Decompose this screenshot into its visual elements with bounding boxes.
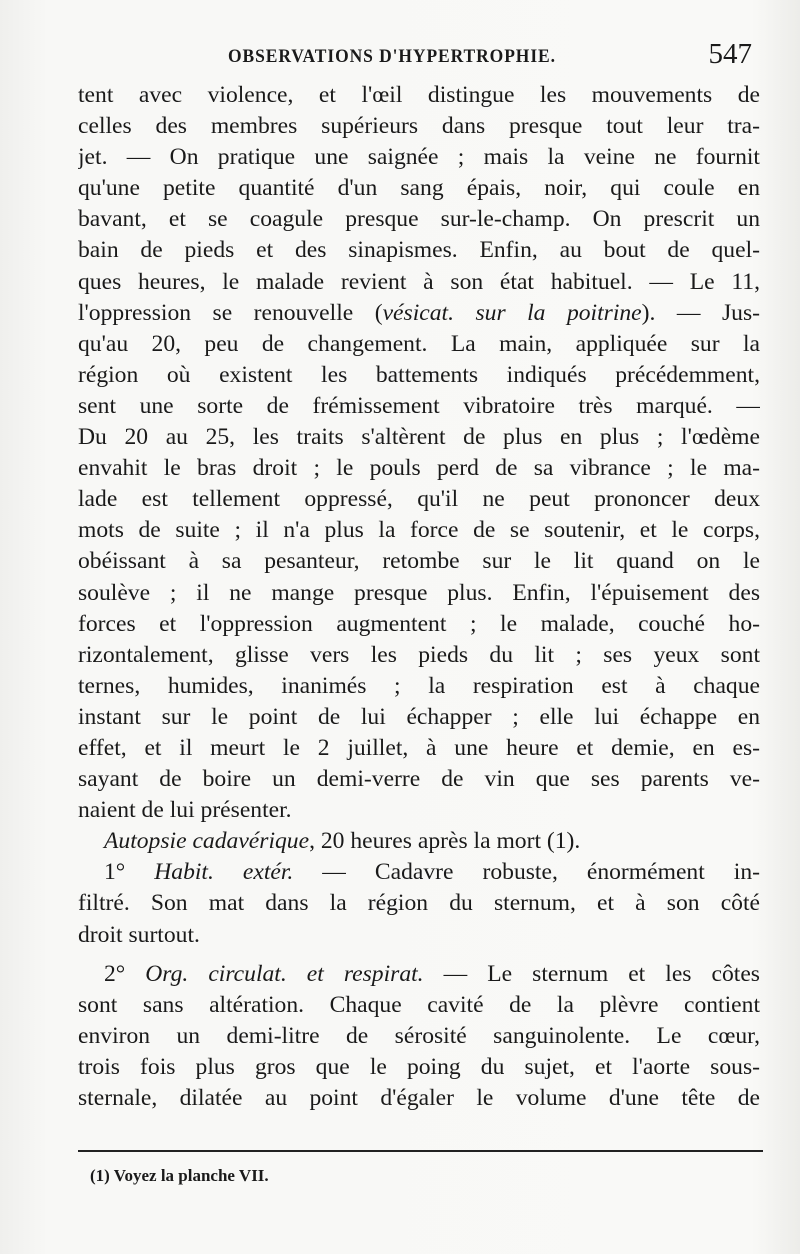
text-line	[78, 391, 760, 422]
text-line	[78, 826, 760, 857]
italic-text: Habit. extér.	[154, 859, 294, 886]
text-run: Du 20 au 25, les traits s'altèrent de plus en plus ; l'œdème	[78, 424, 760, 451]
text-line	[78, 453, 760, 484]
text-line	[78, 1052, 760, 1083]
text-line	[78, 959, 760, 990]
text-run: sont sans altération. Chaque cavité de la plèvre contient	[78, 991, 760, 1018]
text-run: trois fois plus gros que le poing du sujet, et l'aorte sous-	[78, 1053, 760, 1080]
text-run: lade est tellement oppressé, qu'il ne peut prononcer deux	[78, 486, 760, 513]
text-line	[78, 484, 760, 515]
italic-text: Autopsie cadavérique	[104, 828, 310, 855]
text-run: soulève ; il ne mange presque plus. Enfin, l'épuisement des	[78, 579, 760, 606]
text-run: sent une sorte de frémissement vibratoire très marqué. —	[78, 392, 760, 419]
text-line	[78, 360, 760, 391]
text-line	[78, 422, 760, 453]
text-line	[78, 267, 760, 298]
italic-text: vésicat. sur la poitrine	[382, 299, 642, 326]
text-line	[78, 640, 760, 671]
text-line	[78, 1083, 760, 1114]
text-run: filtré. Son mat dans la région du sternum, et à son côté	[78, 890, 760, 917]
text-run: effet, et il meurt le 2 juillet, à une heure et demie, en es-	[78, 734, 760, 761]
text-line	[78, 764, 760, 795]
text-line	[78, 671, 760, 702]
text-line	[78, 204, 760, 235]
text-line	[78, 609, 760, 640]
text-run: ternes, humides, inanimés ; la respiration est à chaque	[78, 672, 760, 699]
text-run: forces et l'oppression augmentent ; le malade, couché ho-	[78, 610, 760, 637]
text-line	[78, 857, 760, 888]
text-run: bavant, et se coagule presque sur-le-champ. On prescrit un	[78, 206, 760, 233]
text-run: 1°	[104, 859, 155, 886]
body-text	[78, 80, 760, 1114]
italic-text: Org. circulat. et respirat.	[145, 960, 424, 987]
text-run: ques heures, le malade revient à son état habituel. — Le 11,	[78, 268, 760, 295]
text-run: celles des membres supérieurs dans presque tout leur tra-	[78, 113, 760, 140]
text-line	[78, 142, 760, 173]
text-line	[78, 80, 760, 111]
text-line	[78, 235, 760, 266]
footnote-divider	[78, 1150, 763, 1152]
text-run: tent avec violence, et l'œil distingue les mouvements de	[78, 82, 760, 108]
text-line	[78, 990, 760, 1021]
text-run: rizontalement, glisse vers les pieds du lit ; ses yeux sont	[78, 641, 760, 668]
text-line	[78, 920, 760, 951]
page-header	[78, 38, 760, 78]
text-run: naient de lui présenter.	[78, 797, 292, 824]
text-run: l'oppression se renouvelle (	[78, 299, 383, 326]
footnote: (1) Voyez la planche VII.	[90, 1166, 269, 1185]
text-line	[78, 111, 760, 142]
text-run: mots de suite ; il n'a plus la force de se soutenir, et le corps,	[78, 517, 760, 544]
text-line	[78, 702, 760, 733]
text-run: droit surtout.	[78, 921, 200, 948]
text-run: bain de pieds et des sinapismes. Enfin, au bout de quel-	[78, 237, 760, 264]
text-run: qu'au 20, peu de changement. La main, appliquée sur la	[78, 330, 760, 357]
running-title: OBSERVATIONS D'HYPERTROPHIE.	[228, 46, 556, 67]
text-run: — Le sternum et les côtes	[423, 960, 760, 987]
text-run: sternale, dilatée au point d'égaler le volume d'une tête de	[78, 1085, 760, 1111]
text-run: région où existent les battements indiqués précédemment,	[78, 361, 760, 388]
text-line	[78, 515, 760, 546]
page-number: 547	[708, 38, 752, 70]
text-run: ). — Jus-	[641, 299, 760, 326]
text-run: — Cadavre robuste, énormément in-	[293, 859, 760, 886]
text-run: 2°	[104, 960, 146, 987]
text-line	[78, 795, 760, 826]
text-run: instant sur le point de lui échapper ; elle lui échappe en	[78, 703, 760, 730]
text-line	[78, 329, 760, 360]
text-line	[78, 173, 760, 204]
text-run: environ un demi-litre de sérosité sanguinolente. Le cœur,	[78, 1022, 760, 1049]
text-run: envahit le bras droit ; le pouls perd de sa vibrance ; le ma-	[78, 455, 760, 482]
text-run: obéissant à sa pesanteur, retombe sur le lit quand on le	[78, 548, 760, 575]
text-line	[78, 298, 760, 329]
text-line	[78, 546, 760, 577]
text-line	[78, 733, 760, 764]
text-line	[78, 1021, 760, 1052]
text-line	[78, 578, 760, 609]
text-run: jet. — On pratique une saignée ; mais la veine ne fournit	[78, 144, 760, 171]
text-run: , 20 heures après la mort (1).	[309, 828, 581, 855]
text-run: qu'une petite quantité d'un sang épais, noir, qui coule en	[78, 175, 760, 202]
text-line	[78, 888, 760, 919]
text-run: sayant de boire un demi-verre de vin que ses parents ve-	[78, 766, 760, 793]
